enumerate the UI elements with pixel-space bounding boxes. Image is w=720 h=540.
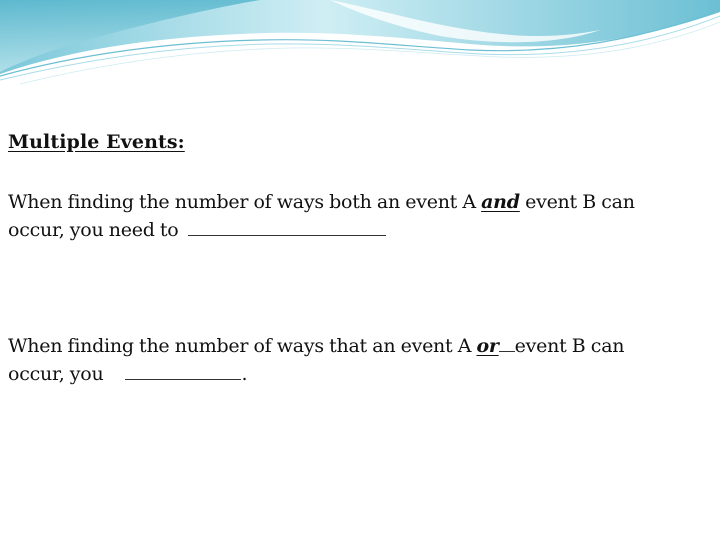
or-keyword: or	[476, 335, 499, 357]
para1-text-after: event B can	[519, 191, 635, 213]
answer-blank-2[interactable]	[125, 361, 241, 380]
para2-text-before: When finding the number of ways that an event A	[8, 335, 477, 357]
para1-line2: occur, you need to	[8, 219, 179, 241]
and-keyword: and	[481, 191, 520, 213]
wave-banner	[0, 0, 720, 90]
para1-text-before: When finding the number of ways both an event A	[8, 191, 482, 213]
answer-blank-1[interactable]	[188, 217, 386, 236]
para2-end-punct: .	[241, 363, 248, 385]
or-underline-gap	[499, 333, 515, 352]
para2-line2: occur, you	[8, 363, 104, 385]
paragraph-or-rule	[8, 332, 720, 388]
paragraph-and-rule	[8, 188, 720, 244]
slide-heading: Multiple Events:	[8, 131, 185, 153]
para2-text-after: event B can	[514, 335, 625, 357]
